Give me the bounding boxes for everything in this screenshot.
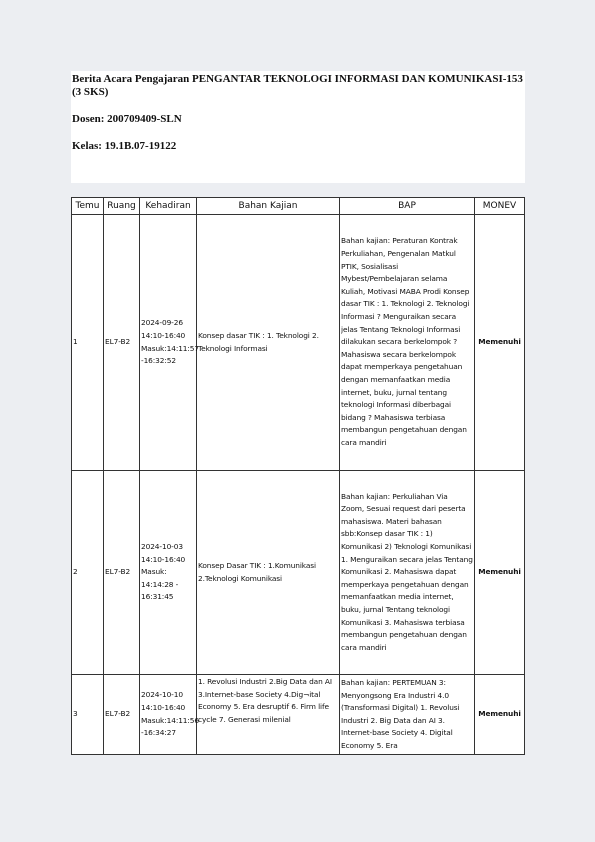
room-code: EL7-B2 xyxy=(104,471,140,675)
column-header-bap: BAP xyxy=(340,198,475,215)
table-row xyxy=(72,675,525,755)
column-header-bahan-kajian: Bahan Kajian xyxy=(197,198,340,215)
column-header-temu: Temu xyxy=(72,198,104,215)
column-header-kehadiran: Kehadiran xyxy=(140,198,197,215)
lecturer-label: Dosen: 200709409-SLN xyxy=(72,113,182,125)
report-header xyxy=(71,71,525,183)
attendance-time: 2024-10-10 14:10-16:40 Masuk:14:11:56 -16:34:27 xyxy=(140,675,197,755)
report-title: Berita Acara Pengajaran PENGANTAR TEKNOLOGI INFORMASI DAN KOMUNIKASI-153 (3 SKS) xyxy=(72,73,523,98)
study-material: Konsep dasar TIK : 1. Teknologi 2. Teknologi Informasi xyxy=(197,215,340,471)
class-label: Kelas: 19.1B.07-19122 xyxy=(72,140,177,152)
study-material: 1. Revolusi Industri 2.Big Data dan AI 3.Internet-base Society 4.Dig¬ital Economy 5. Era desruptif 6. Firm life cycle 7. Generasi milenial xyxy=(197,675,340,755)
attendance-time: 2024-10-03 14:10-16:40 Masuk: 14:14:28 - 16:31:45 xyxy=(140,471,197,675)
room-code: EL7-B2 xyxy=(104,215,140,471)
study-material: Konsep Dasar TIK : 1.Komunikasi 2.Teknologi Komunikasi xyxy=(197,471,340,675)
bap-notes xyxy=(340,675,475,755)
bap-text: Bahan kajian: Peraturan Kontrak Perkuliahan, Pengenalan Matkul PTIK, Sosialisasi Mybest/Pembelajaran selama Kuliah, Motivasi MABA Prodi Konsep dasar TIK : 1. Teknologi 2. Teknologi Informasi ? Menguraikan secara jelas Tentang Teknologi Informasi dilakukan secara berkelompok ? Mahasiswa secara berkelompok dapat memperkaya pengetahuan dengan memanfaatkan media internet, buku, jurnal tentang teknologi Informasi diberbagai bidang ? Mahasiswa terbiasa membangun pengetahuan dengan cara mandiri xyxy=(341,236,470,447)
meeting-number: 1 xyxy=(72,215,104,471)
bap-text: Bahan kajian: PERTEMUAN 3: Menyongsong Era Industri 4.0 (Transformasi Digital) 1. Revolusi Industri 2. Big Data dan AI 3. Internet-base Society 4. Digital Economy 5. Era xyxy=(341,678,460,750)
room-code: EL7-B2 xyxy=(104,675,140,755)
bap-notes xyxy=(340,471,475,675)
meeting-number: 2 xyxy=(72,471,104,675)
attendance-time: 2024-09-26 14:10-16:40 Masuk:14:11:57 -16:32:52 xyxy=(140,215,197,471)
column-header-ruang: Ruang xyxy=(104,198,140,215)
monev-status: Memenuhi xyxy=(475,215,525,471)
table-header-row xyxy=(72,198,525,215)
monev-status: Memenuhi xyxy=(475,675,525,755)
teaching-record-table xyxy=(71,197,525,755)
bap-notes xyxy=(340,215,475,471)
table-row xyxy=(72,471,525,675)
meeting-number: 3 xyxy=(72,675,104,755)
column-header-monev: MONEV xyxy=(475,198,525,215)
monev-status: Memenuhi xyxy=(475,471,525,675)
table-row xyxy=(72,215,525,471)
bap-text: Bahan kajian: Perkuliahan Via Zoom, Sesuai request dari peserta mahasiswa. Materi bahasan sbb:Konsep dasar TIK : 1) Komunikasi 2) Teknologi Komunikasi 1. Menguraikan secara jelas Tentang Komunikasi 2. Mahasiswa dapat memperkaya pengetahuan dengan memanfaatkan media internet, buku, jurnal Tentang teknologi Komunikasi 3. Mahasiswa terbiasa membangun pengetahuan dengan cara mandiri xyxy=(341,491,473,652)
